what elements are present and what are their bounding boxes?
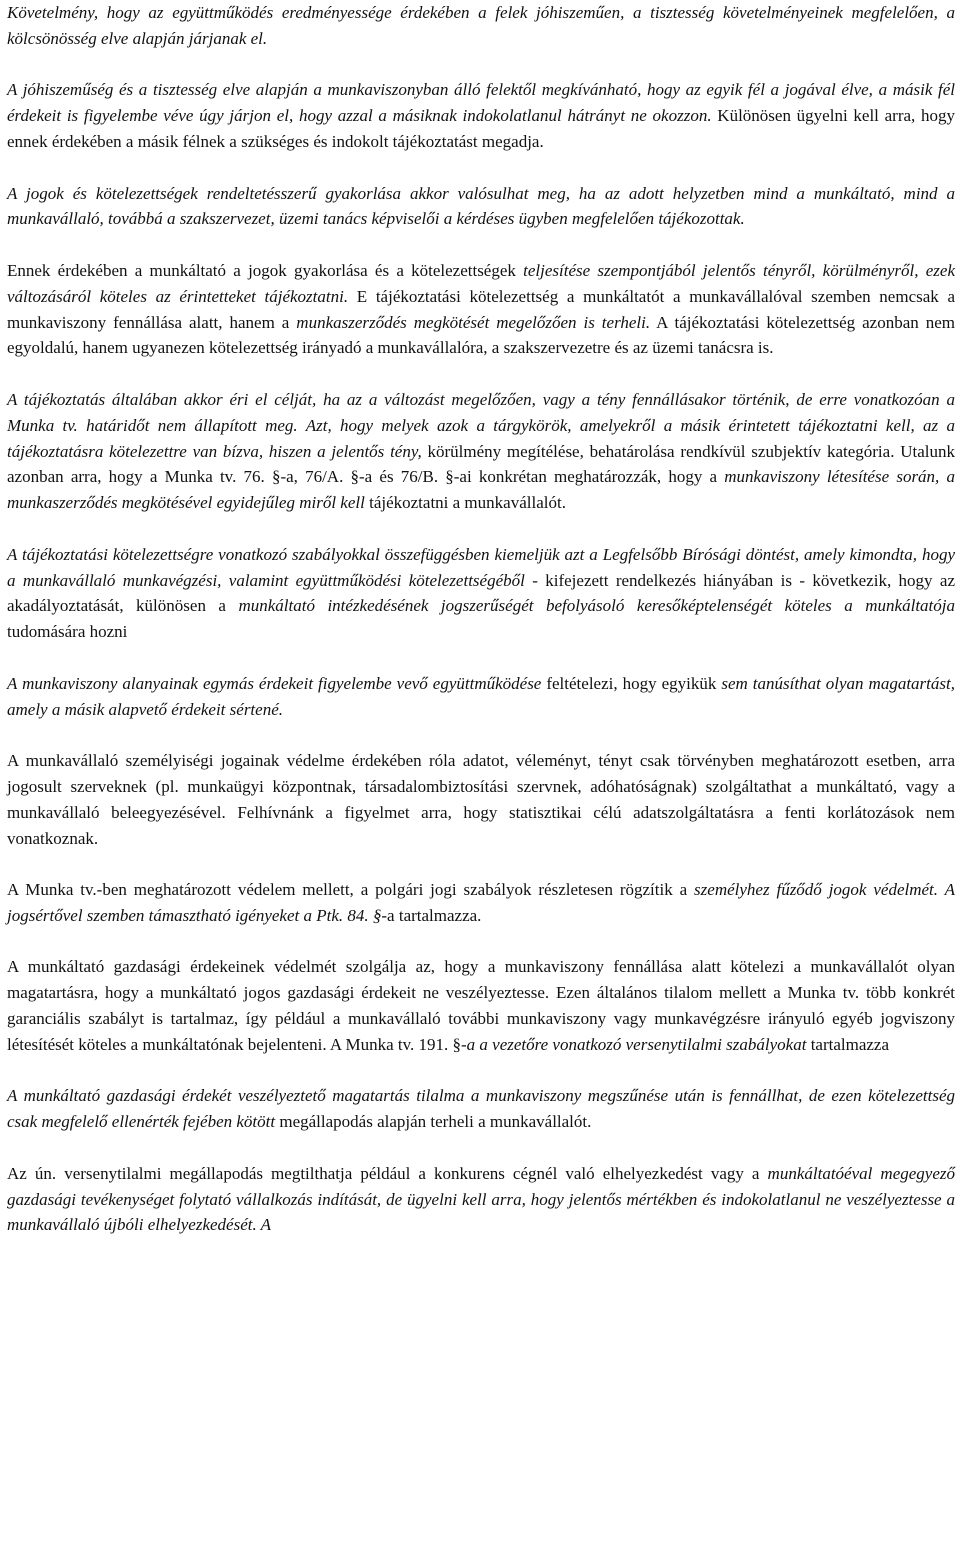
text-run: A munkaviszony alanyainak egymás érdekeit figyelembe vevő együttműködése — [7, 673, 542, 693]
text-run: A munkáltató gazdasági érdekeinek védelmét szolgálja az, hogy a munkaviszony fennállása alatt kötelezi a munkavállalót olyan magatartásra, hogy a munkáltató jogos gazdasági érdekeit ne veszélyeztesse. Ezen általános tilalom mellett a Munka tv. több konkrét garanciális szabályt is tartalmaz, így például a munkavállaló további munkaviszony vagy munkavégzésre irányuló egyéb jogviszony létesítését köteles a munkáltatónak bejelenteni. A Munka tv. 191. § — [7, 957, 955, 1054]
text-run: hogy jelentős mértékben és indokolatlanul ne veszélyeztesse a munkavállaló újbóli elhelyezkedését. A — [7, 1189, 955, 1235]
text-run: feltételezi, hogy egyikük — [541, 673, 717, 693]
text-run: Az ún. versenytilalmi megállapodás megtilthatja például a konkurens cégnél való elhelyezkedést vagy a — [7, 1163, 760, 1183]
text-run: A Munka tv.-ben meghatározott védelem mellett, a polgári jogi szabályok részletesen rögzítik a — [7, 880, 688, 900]
text-run: A munkáltató gazdasági érdekét veszélyeztető magatartás tilalma a munkaviszony megszűnése után is fennállhat, de ezen kötelezettség csak megfelelő ellenérték fejében kötött — [7, 1086, 955, 1132]
text-run: A jóhiszeműség és a tisztesség elve alapján a munkaviszonyban álló felektől megkívánható, hogy az egyik fél a jogával élve, a másik fél érdekeit is figyelembe véve úgy járjon el, hogy azzal a másiknak indokolatlanul hátrányt ne okozzon. — [7, 80, 955, 126]
text-run: tájékoztatni a munkavállalót. — [364, 493, 566, 513]
text-run: Követelmény, hogy az együttműködés eredményessége érdekében a felek jóhiszeműen, a tisztesség követelményeinek megfelelően, a kölcsönösség elve alapján járjanak el. — [7, 3, 955, 48]
text-run: A munkavállaló személyiségi jogainak védelme érdekében róla adatot, véleményt, tényt csak törvényben meghatározott esetben, arra jogosult szerveknek (pl. munkaügyi központnak, társadalombiztosítási szervnek, adóhatóságnak) szolgáltathat a munkáltató, vagy a munkavállaló beleegyezésével. Felhívnánk a figyelmet arra, hogy statisztikai célú adatszolgáltatásra a fenti korlátozások nem vonatkoznak. — [7, 751, 955, 848]
text-run: teljesítése szempontjából jelentős tényről, körülményről, ezek változásáról köteles az érintetteket tájékoztatni. — [7, 260, 955, 306]
text-run: személyhez fűződő jogok védelmét. A jogsértővel szemben támasztható igényeket a Ptk. 84. § — [7, 880, 955, 925]
paragraph — [7, 77, 955, 154]
paragraph — [7, 877, 955, 929]
text-run: A tájékoztatás általában akkor éri el célját, ha az a változást megelőzően, vagy a tény fennállásakor történik, de erre vonatkozóan a Munka tv. határidőt nem állapított meg. Azt, hogy melyek azok a tárgykörök, amelyekről a másik érintetett tájékoztatni kell, az a tájékoztatásra kötelezettre van bízva, hiszen a jelentős tény, — [7, 389, 955, 461]
paragraph — [7, 1161, 955, 1238]
paragraph — [7, 1083, 955, 1135]
paragraph — [7, 671, 955, 723]
text-run: munkáltató intézkedésének jogszerűségét befolyásoló keresőképtelenségét köteles a munkáltatója — [225, 596, 955, 616]
text-run: Ennek érdekében a munkáltató a jogok gyakorlása és a kötelezettségek — [7, 260, 516, 280]
document-page — [7, 0, 955, 1238]
text-run: munkaviszony létesítése során, a munkaszerződés megkötésével egyidejűleg miről kell — [7, 467, 955, 513]
paragraph — [7, 542, 955, 645]
text-run: körülmény megítélése, behatárolása rendkívül szubjektív kategória. Utalunk azonban arra, hogy a Munka tv. 76. §-a, 76/A. §-a és 76/B. §-ai konkrétan meghatározzák, hogy a — [7, 441, 955, 487]
paragraph — [7, 387, 955, 516]
text-run: Különösen ügyelni kell arra, hogy ennek érdekében a másik félnek a szükséges és indokolt tájékoztatást megadja. — [7, 106, 956, 151]
text-run: A tájékoztatási kötelezettségre vonatkozó szabályokkal összefüggésben kiemeljük azt a Legfelsőbb Bírósági döntést, amely kimondta, hogy a munkavállaló munkavégzési, valamint együttműködési kötelezettségéből — [7, 544, 955, 590]
paragraph — [7, 748, 955, 851]
text-run: tartalmazza — [806, 1034, 890, 1054]
paragraph — [7, 0, 955, 52]
text-run: munkaszerződés megkötését megelőzően is terheli. — [289, 312, 651, 332]
paragraph — [7, 181, 955, 233]
text-run: E tájékoztatási kötelezettség a munkáltatót a munkavállalóval szemben nemcsak a munkaviszony fennállása alatt, hanem a — [7, 286, 955, 332]
text-run: - kifejezett rendelkezés hiányában is - következik, hogy az akadályoztatását, különösen a — [7, 570, 955, 616]
paragraph — [7, 954, 955, 1057]
text-run: -a tartalmazza. — [381, 905, 482, 925]
text-run: A tájékoztatási kötelezettség azonban nem egyoldalú, hanem ugyanezen kötelezettség irányadó a munkavállalóra, a szakszervezetre és az üzemi tanácsra is. — [7, 312, 955, 358]
text-run: tudomására hozni — [7, 622, 128, 642]
text-run: sem tanúsíthat olyan magatartást, amely a másik alapvető érdekeit sértené. — [7, 673, 955, 719]
text-run: megállapodás alapján terheli a munkavállalót. — [275, 1112, 592, 1132]
text-run: A jogok és kötelezettségek rendeltetésszerű gyakorlása akkor valósulhat meg, ha az adott helyzetben mind a munkáltató, mind a munkavállaló, továbbá a szakszervezet, üzemi tanács képviselői a kérdéses ügyben megfelelően tájékozottak. — [7, 183, 955, 229]
text-run: -a a vezetőre vonatkozó versenytilalmi szabályokat — [461, 1034, 807, 1054]
paragraph — [7, 258, 955, 361]
text-run: munkáltatóéval megegyező gazdasági tevékenységet folytató vállalkozás indítását, de ügyelni kell arra, — [7, 1163, 955, 1209]
